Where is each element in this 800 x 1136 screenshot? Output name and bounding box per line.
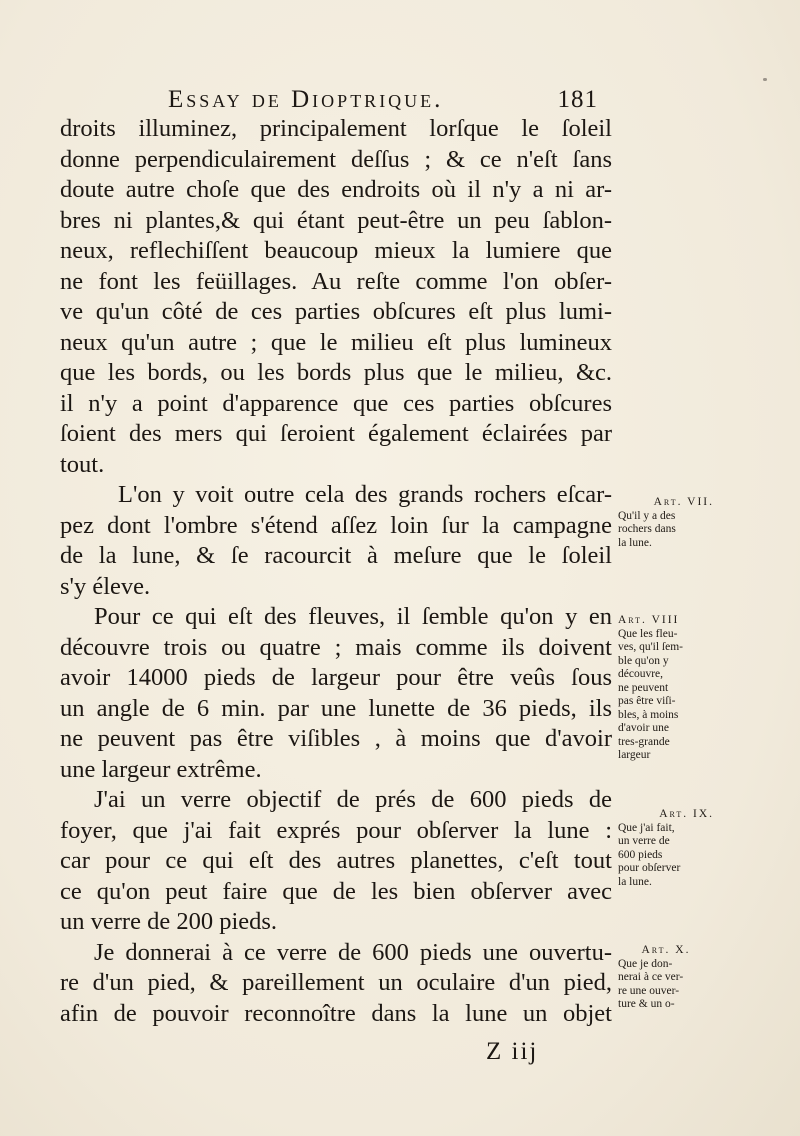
note-line: Que je don- bbox=[618, 957, 673, 970]
text-line: J'ai un verre objectif de prés de 600 pieds de bbox=[94, 786, 612, 813]
note-line: pour obſerver bbox=[618, 862, 681, 874]
note-line: pas être viſi- bbox=[618, 695, 676, 707]
note-line: nerai à ce ver- bbox=[618, 971, 684, 983]
text-line: pez dont l'ombre s'étend aſſez loin ſur la campagne bbox=[60, 511, 612, 539]
text-line: ce qu'on peut faire que de les bien obſerver avec bbox=[60, 877, 612, 905]
text-line: Je donnerai à ce verre de 600 pieds une ouvertu- bbox=[94, 938, 612, 966]
note-line: la lune. bbox=[618, 536, 652, 549]
note-line: d'avoir une bbox=[618, 722, 669, 734]
text-line: foyer, que j'ai fait exprés pour obſerver la lune : bbox=[60, 816, 612, 844]
signature-mark: Z iij bbox=[486, 1038, 539, 1065]
text-line: neux, reflechiſſent beaucoup mieux la lumiere que bbox=[60, 237, 612, 264]
text-line: découvre trois ou quatre ; mais comme ils doivent bbox=[60, 633, 612, 661]
running-title: Essay de Dioptrique. bbox=[168, 86, 444, 113]
text-line: ſoient des mers qui ſeroient également éclairées par bbox=[60, 420, 612, 447]
text-line: s'y éleve. bbox=[60, 572, 151, 600]
text-line: il n'y a point d'apparence que ces parties obſcures bbox=[60, 389, 612, 417]
text-line: L'on y voit outre cela des grands rochers eſcar- bbox=[118, 481, 612, 508]
note-line: Que les fleu- bbox=[618, 627, 678, 640]
text-line: ve qu'un côté de ces parties obſcures eſt plus lumi- bbox=[60, 298, 612, 325]
note-line: rochers dans bbox=[618, 523, 676, 535]
page-number: 181 bbox=[557, 86, 598, 113]
note-line: ne peuvent bbox=[618, 681, 669, 694]
note-line: découvre, bbox=[618, 668, 664, 680]
note-line: ture & un o- bbox=[618, 998, 675, 1010]
text-line: une largeur extrême. bbox=[60, 755, 262, 783]
note-line: Art. VII. bbox=[653, 496, 714, 508]
note-line: Art. X. bbox=[641, 944, 691, 956]
note-line: la lune. bbox=[618, 875, 652, 888]
text-line: tout. bbox=[60, 450, 105, 478]
text-line: car pour ce qui eſt des autres planettes, c'eſt tout bbox=[60, 847, 612, 874]
note-line: bles, à moins bbox=[618, 708, 679, 721]
text-line: donne perpendiculairement deſſus ; & ce n'eſt ſans bbox=[60, 145, 612, 173]
text-line: de la lune, & ſe racourcit à meſure que le ſoleil bbox=[60, 542, 612, 569]
paper-speck bbox=[763, 78, 767, 81]
text-line: droits illuminez, principalement lorſque le ſoleil bbox=[60, 115, 612, 142]
note-line: ves, qu'il ſem- bbox=[618, 641, 683, 653]
margin-note-art-vii bbox=[618, 496, 714, 550]
text-line: que les bords, ou les bords plus que le milieu, &c. bbox=[60, 359, 612, 386]
text-line: Pour ce qui eſt des fleuves, il ſemble qu'on y en bbox=[94, 603, 612, 630]
note-line: 600 pieds bbox=[618, 848, 663, 861]
note-line: ble qu'on y bbox=[618, 654, 669, 667]
note-line: re une ouver- bbox=[618, 984, 680, 997]
text-line: neux qu'un autre ; que le milieu eſt plus lumineux bbox=[60, 328, 612, 356]
note-line: Art. IX. bbox=[659, 808, 714, 820]
text-line: ne peuvent pas être viſibles , à moins que d'avoir bbox=[60, 725, 612, 752]
note-line: Art. VIII bbox=[618, 614, 680, 626]
margin-note-art-x bbox=[618, 944, 714, 1012]
text-line: re d'un pied, & pareillement un oculaire d'un pied, bbox=[60, 969, 612, 996]
text-line: un angle de 6 min. par une lunette de 36 pieds, ils bbox=[60, 694, 612, 722]
note-line: Qu'il y a des bbox=[618, 509, 676, 522]
note-line: un verre de bbox=[618, 835, 670, 847]
margin-note-art-ix bbox=[618, 808, 714, 889]
text-line: afin de pouvoir reconnoître dans la lune un objet bbox=[60, 999, 612, 1027]
text-line: un verre de 200 pieds. bbox=[60, 908, 278, 935]
note-line: largeur bbox=[618, 749, 651, 761]
text-line: doute autre choſe que des endroits où il n'y a ni ar- bbox=[60, 176, 612, 203]
text-line: bres ni plantes,& qui étant peut-être un peu ſablon- bbox=[60, 206, 612, 234]
text-line: avoir 14000 pieds de largeur pour être veûs ſous bbox=[60, 664, 612, 691]
text-line: ne font les feüillages. Au reſte comme l'on obſer- bbox=[60, 267, 612, 295]
note-line: tres-grande bbox=[618, 735, 670, 748]
margin-note-art-viii bbox=[618, 614, 714, 763]
note-line: Que j'ai fait, bbox=[618, 821, 675, 834]
